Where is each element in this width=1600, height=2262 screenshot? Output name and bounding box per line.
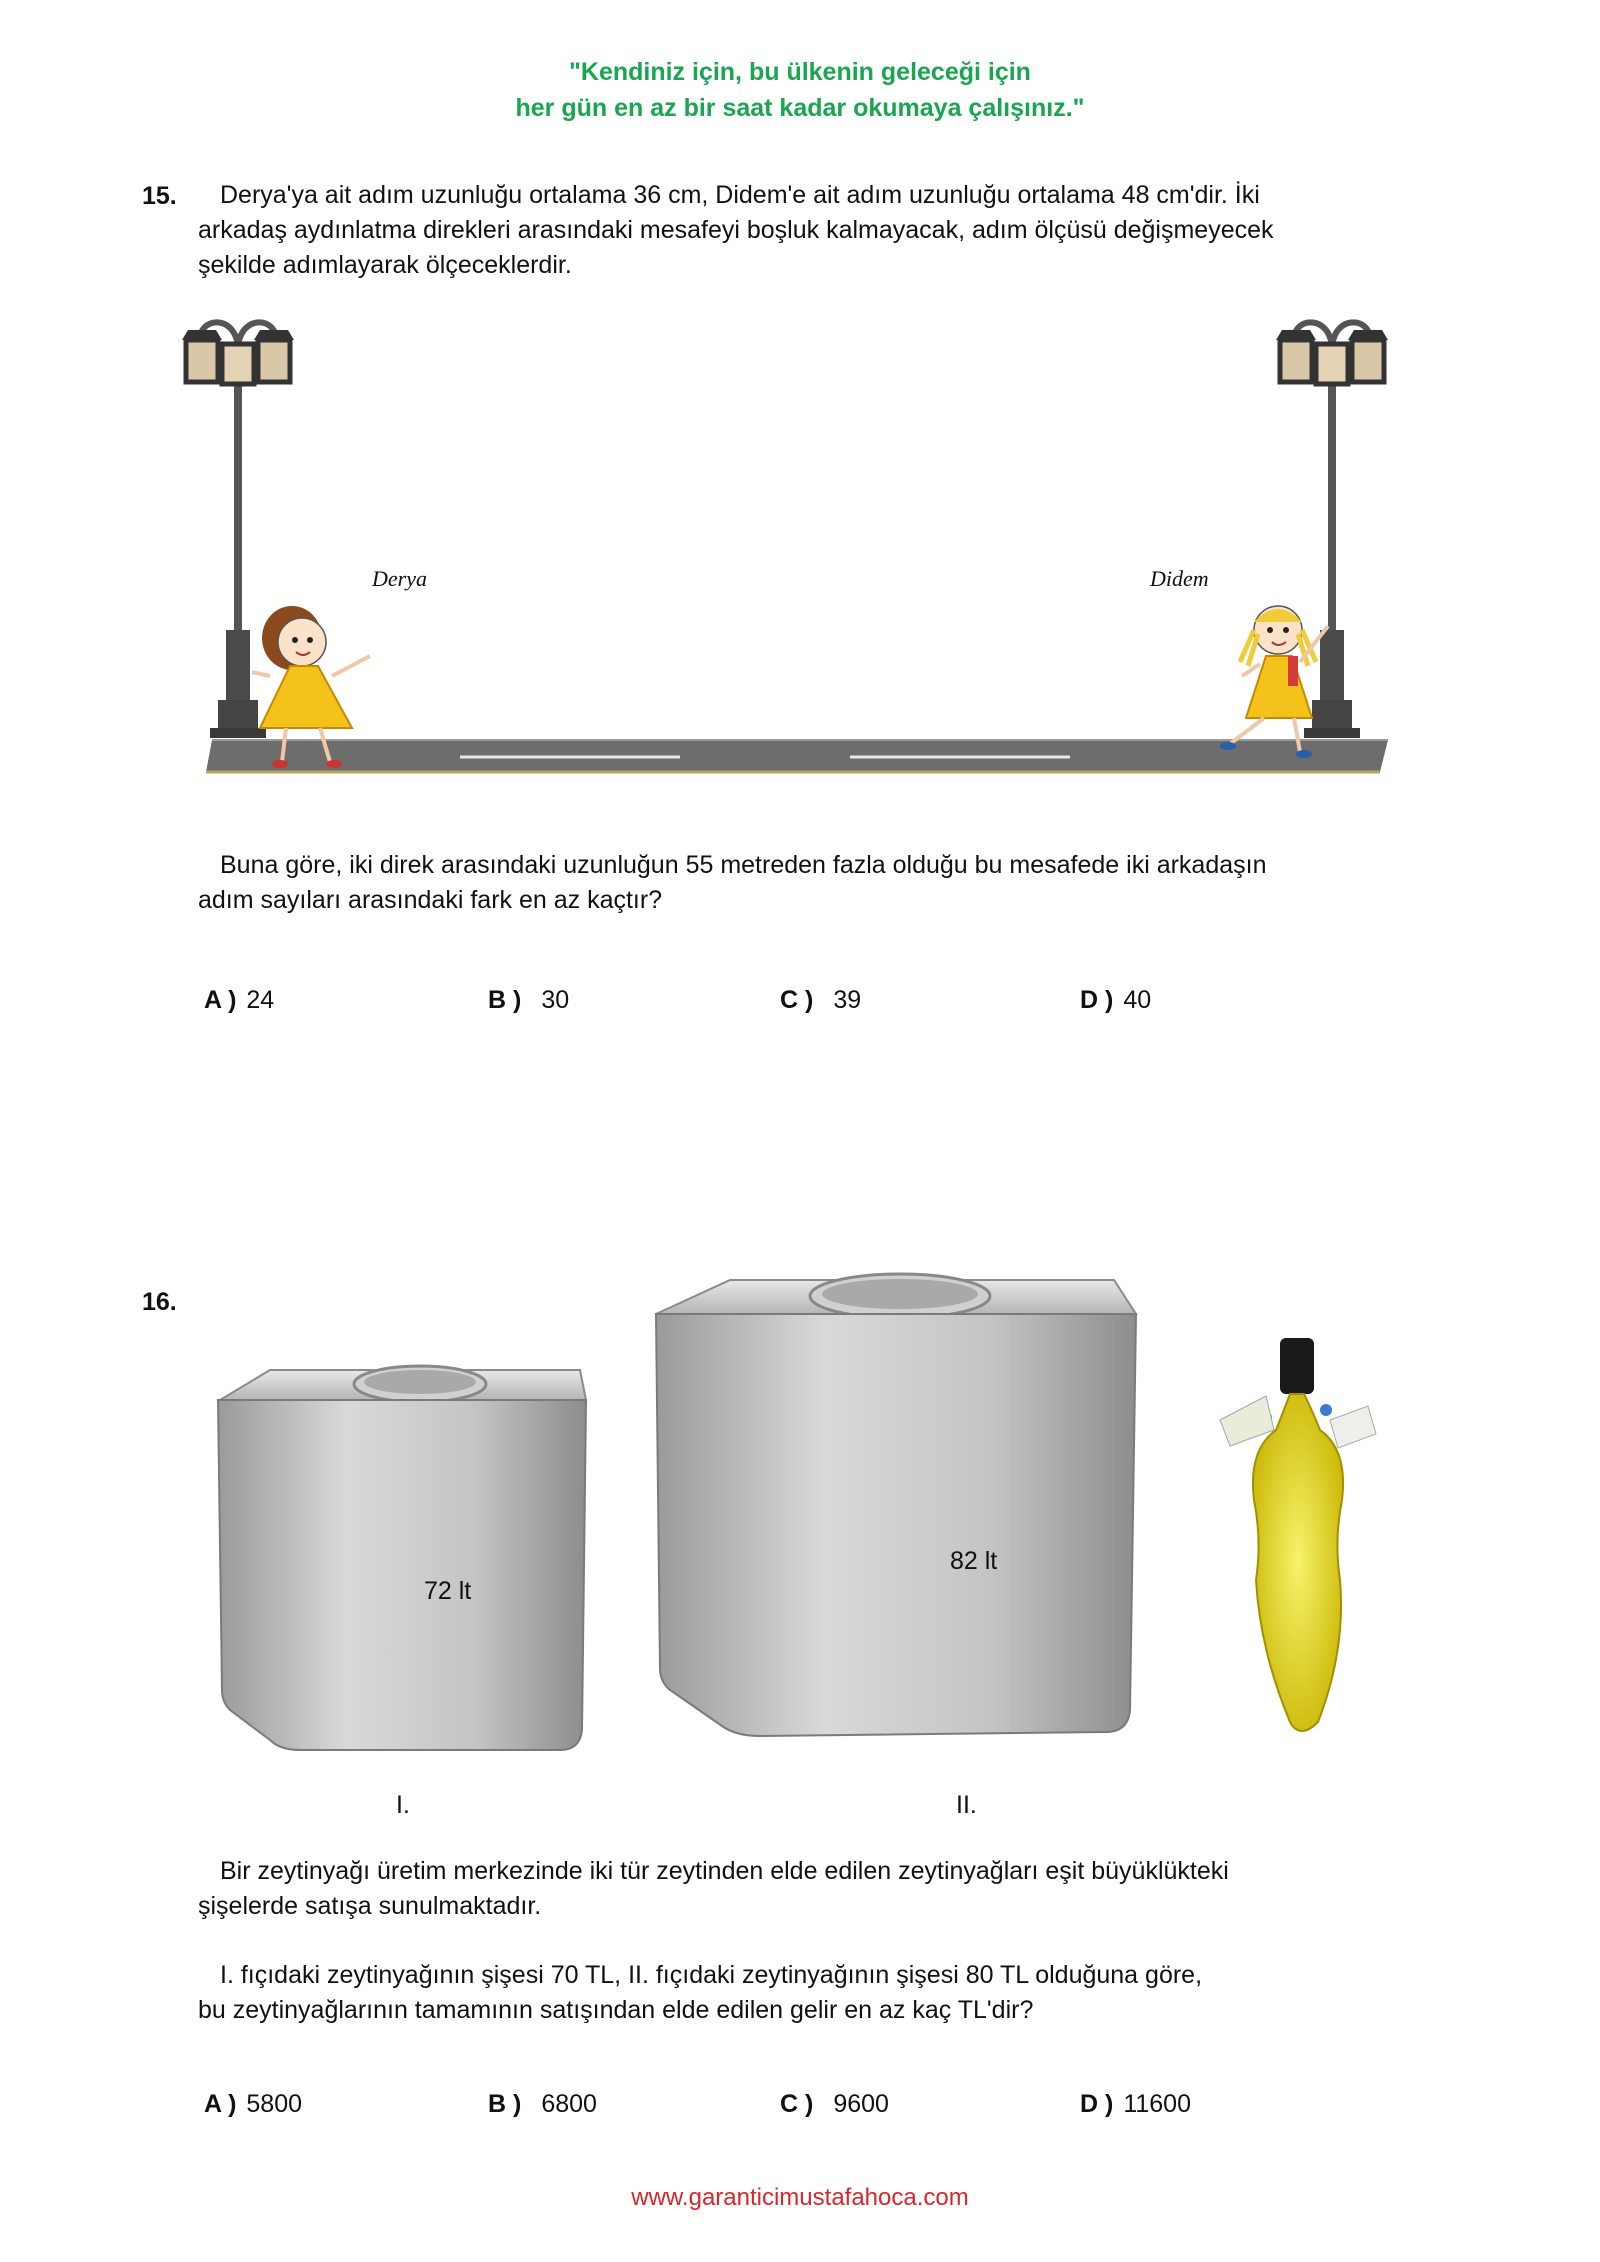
option-value: 11600 [1123, 2090, 1191, 2118]
q16-figure [200, 1270, 1460, 1790]
q15-text-line2: arkadaş aydınlatma direkleri arasındaki mesafeyi boşluk kalmayacak, adım ölçüsü değişmeyecek [198, 216, 1274, 244]
option-value: 9600 [833, 2090, 889, 2118]
q16-option-a[interactable] [204, 2090, 302, 2119]
roman-1-label: I. [396, 1791, 410, 1819]
option-value: 5800 [246, 2090, 303, 2118]
q16-option-d[interactable] [1080, 2090, 1191, 2119]
option-value: 39 [833, 986, 862, 1014]
motto-line-1: "Kendiniz için, bu ülkenin geleceği için [569, 58, 1031, 86]
option-letter: A ) [204, 986, 237, 1014]
q15-text-line3: şekilde adımlayarak ölçeceklerdir. [198, 251, 572, 279]
q16-option-c[interactable] [780, 2090, 889, 2119]
footer-url-link[interactable]: www.garanticimustafahoca.com [631, 2184, 969, 2211]
roman-2-label: II. [956, 1791, 977, 1819]
q15-question-line1: Buna göre, iki direk arasındaki uzunluğun 55 metreden fazla olduğu bu mesafede iki arkadaşın [220, 851, 1267, 879]
road [206, 740, 1388, 772]
q16-question-line2: bu zeytinyağlarının tamamının satışından elde edilen gelir en az kaç TL'dir? [198, 1996, 1034, 2024]
q16-text-line1: Bir zeytinyağı üretim merkezinde iki tür zeytinden elde edilen zeytinyağları eşit büyüklükteki [220, 1857, 1229, 1885]
q15-option-c[interactable] [780, 986, 861, 1015]
option-letter: B ) [488, 2090, 522, 2118]
motto-line-2: her gün en az bir saat kadar okumaya çalışınız." [515, 94, 1085, 122]
option-letter: D ) [1080, 986, 1114, 1014]
tin-1-icon [218, 1366, 586, 1750]
tin-2-label: 82 lt [950, 1547, 998, 1575]
option-value: 24 [246, 986, 275, 1014]
question-16-number: 16. [142, 1288, 177, 1316]
option-value: 30 [541, 986, 570, 1014]
olive-oil-bottle-icon [1220, 1338, 1376, 1731]
q15-option-b[interactable] [488, 986, 569, 1015]
question-15-number: 15. [142, 182, 177, 210]
option-letter: B ) [488, 986, 522, 1014]
q15-option-a[interactable] [204, 986, 274, 1015]
q15-figure [170, 300, 1410, 780]
tin-1-label: 72 lt [424, 1577, 472, 1605]
q16-text-line2: şişelerde satışa sunulmaktadır. [198, 1892, 542, 1920]
q16-question-line1: I. fıçıdaki zeytinyağının şişesi 70 TL, II. fıçıdaki zeytinyağının şişesi 80 TL olduğuna göre, [220, 1961, 1203, 1989]
tin-2-icon [656, 1274, 1136, 1736]
q15-text-line1: Derya'ya ait adım uzunluğu ortalama 36 cm, Didem'e ait adım uzunluğu ortalama 48 cm'dir. İki [220, 181, 1260, 209]
didem-label: Didem [1150, 566, 1209, 591]
option-letter: D ) [1080, 2090, 1114, 2118]
q15-question-line2: adım sayıları arasındaki fark en az kaçtır? [198, 886, 663, 914]
q15-option-d[interactable] [1080, 986, 1151, 1015]
option-value: 6800 [541, 2090, 597, 2118]
q16-option-b[interactable] [488, 2090, 597, 2119]
option-value: 40 [1123, 986, 1152, 1014]
option-letter: C ) [780, 2090, 814, 2118]
option-letter: A ) [204, 2090, 237, 2118]
option-letter: C ) [780, 986, 814, 1014]
derya-label: Derya [372, 566, 427, 591]
lamp-post-left-icon [182, 322, 294, 738]
